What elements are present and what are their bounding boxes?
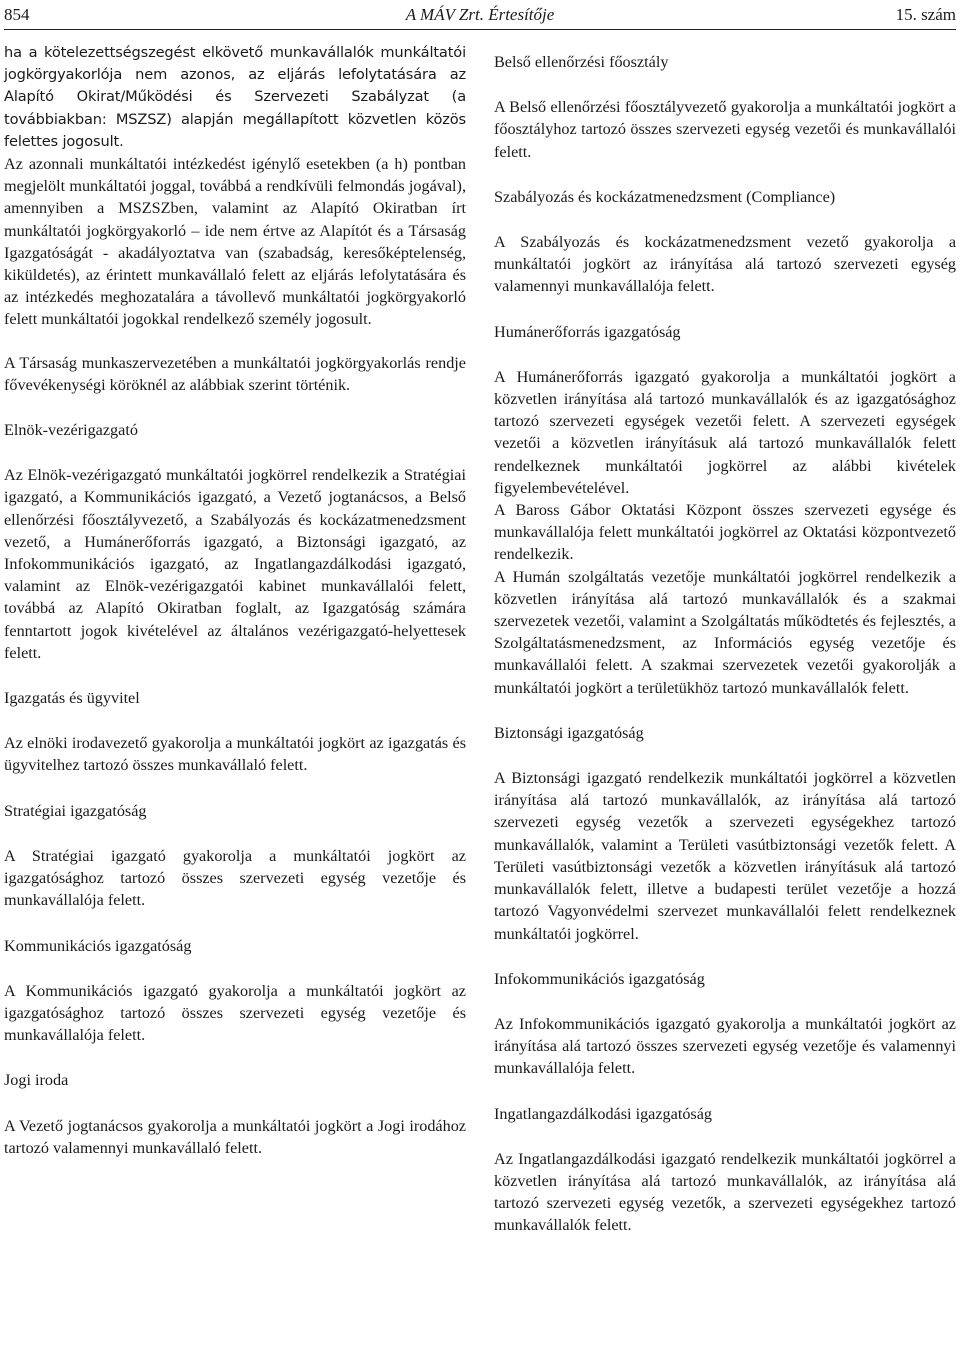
section-heading: Kommunikációs igazgatóság (4, 936, 192, 955)
paragraph: A Vezető jogtanácsos gyakorolja a munkáltatói jogkört a Jogi irodához tartozó valamennyi munkavállaló felett. (4, 1116, 466, 1157)
page-header (4, 5, 956, 29)
paragraph: A Kommunikációs igazgató gyakorolja a munkáltatói jogkört az igazgatósághoz tartozó összes szervezeti egység vezetője és munkavállalója felett. (4, 981, 466, 1045)
paragraph: Az azonnali munkáltatói intézkedést igénylő esetekben (a h) pontban megjelölt munkáltatói joggal, továbbá a rendkívüli felmondás jogával), amennyiben a MSZSZben, valamint az Alapító Okiratban írt munkáltatói jogkörgyakorló – ide nem értve az Alapítót és a Társaság Igazgatóságát - akadályoztatva van (szabadság, keresőképtelenség, kiküldetés), az érintett munkavállaló felett az eljárás lefolytatására és az intézkedés meghozatalára a távollevő munkáltatói jogkörgyakorló felett munkáltatói jogokkal rendelkező személy jogosult. (4, 155, 466, 329)
section-heading: Elnök-vezérigazgató (4, 421, 138, 440)
section-heading: Infokommunikációs igazgatóság (494, 969, 705, 988)
section-heading: Stratégiai igazgatóság (4, 801, 147, 820)
section-heading: Ingatlangazdálkodási igazgatóság (494, 1104, 712, 1123)
section-heading: Igazgatás és ügyvitel (4, 689, 140, 708)
paragraph: Az Elnök-vezérigazgató munkáltatói jogkörrel rendelkezik a Stratégiai igazgató, a Kommunikációs igazgató, a Vezető jogtanácsos, a Belső ellenőrzési főosztályvezető, a Szabályozás és kockázatmenedzsment vezető, a Humánerőforrás igazgató, a Biztonsági igazgató, az Infokommunikációs igazgató, az Ingatlangazdálkodási igazgató, valamint az Elnök-vezérigazgatói kabinet munkavállalói felett, továbbá az Alapító Okiratban foglalt, az Igazgatóság számára fenntartott jogok kivételével az általános vezérigazgató-helyettesek felett. (4, 466, 466, 662)
paragraph: A Stratégiai igazgató gyakorolja a munkáltatói jogkört az igazgatósághoz tartozó összes szervezeti egység vezetője és munkavállalója felett. (4, 846, 466, 910)
paragraph: A Humánerőforrás igazgató gyakorolja a munkáltatói jogkört a közvetlen irányítása alá tartozó munkavállalók és az igazgatósághoz tartozó szervezeti egységek vezetői felett. A szervezeti egységek vezetői a közvetlen irányításuk alá tartozó munkavállalók felett rendelkeznek munkáltatói jogkörrel az alábbi kivételek figyelembevételével. (494, 367, 956, 497)
paragraph: A Baross Gábor Oktatási Központ összes szervezeti egysége és munkavállalója felett munkáltatói jogkörrel az Oktatási központvezető rendelkezik. (494, 501, 956, 564)
paragraph: A Biztonsági igazgató rendelkezik munkáltatói jogkörrel a közvetlen irányítása alá tartozó munkavállalók, az irányítása alá tartozó szervezeti egység vezetők a szervezeti egységekhez tartozó munkavállalók, valamint a Területi vasútbiztonsági vezetők felett. A Területi vasútbiztonsági vezetők a közvetlen irányításuk alá tartozó munkavállalók felett, illetve a budapesti terület vezetője a hozzá tartozó Vagyonvédelmi szervezet munkavállalói felett rendelkeznek munkáltatói jogkörrel. (494, 769, 956, 943)
section-heading: Biztonsági igazgatóság (494, 723, 644, 742)
paragraph: Az Ingatlangazdálkodási igazgató rendelkezik munkáltatói jogkörrel a közvetlen irányítása alá tartozó munkavállalók, az irányítása alá tartozó szervezeti egység vezetők, a szervezeti egységekhez tartozó munkavállalók felett. (494, 1149, 956, 1235)
publication-title: A MÁV Zrt. Értesítője (405, 5, 555, 24)
right-column (494, 42, 956, 1237)
paragraph: Az Infokommunikációs igazgató gyakorolja a munkáltatói jogkört az irányítása alá tartozó összes szervezeti egység vezetője és valamennyi munkavállalója felett. (494, 1014, 956, 1078)
paragraph: A Humán szolgáltatás vezetője munkáltatói jogkörrel rendelkezik a közvetlen irányítása alá tartozó munkavállalók és a szakmai szervezetek vezetői, valamint a Szolgáltatás működtetés és fejlesztés, a Szolgáltatásmenedzsment, az Információs egység vezetője és munkavállalói felett. A szakmai szervezetek vezetői gyakorolják a munkáltatói jogkört a területükhöz tartozó munkavállalók felett. (494, 567, 956, 697)
paragraph: ha a kötelezettségszegést elkövető munkavállalók munkáltatói jogkörgyakorlója nem azonos, az eljárás lefolytatására az Alapító Okirat/Működési és Szervezeti Szabályzat (a továbbiakban: MSZSZ) alapján megállapított közvetlen közös felettes jogosult. (4, 44, 466, 150)
header-rule (4, 29, 956, 30)
section-heading: Jogi iroda (4, 1071, 69, 1090)
section-heading: Humánerőforrás igazgatóság (494, 322, 681, 341)
left-column (4, 42, 466, 1159)
paragraph: A Társaság munkaszervezetében a munkáltatói jogkörgyakorlás rendje fővevékenységi köröknél az alábbiak szerint történik. (4, 353, 466, 394)
issue-number: 15. szám (895, 5, 956, 24)
paragraph: A Szabályozás és kockázatmenedzsment vezető gyakorolja a munkáltatói jogkört az irányítása alá tartozó szervezeti egység valamennyi munkavállalója felett. (494, 233, 956, 296)
paragraph: Az elnöki irodavezető gyakorolja a munkáltatói jogkört az igazgatás és ügyvitelhez tartozó összes munkavállaló felett. (4, 734, 466, 775)
section-heading: Belső ellenőrzési főosztály (494, 53, 669, 71)
section-heading: Szabályozás és kockázatmenedzsment (Compliance) (494, 187, 836, 206)
paragraph: A Belső ellenőrzési főosztályvezető gyakorolja a munkáltatói jogkört a főosztályhoz tartozó összes szervezeti egység vezetői és munkavállalói felett. (494, 98, 956, 161)
page-number: 854 (4, 5, 30, 24)
